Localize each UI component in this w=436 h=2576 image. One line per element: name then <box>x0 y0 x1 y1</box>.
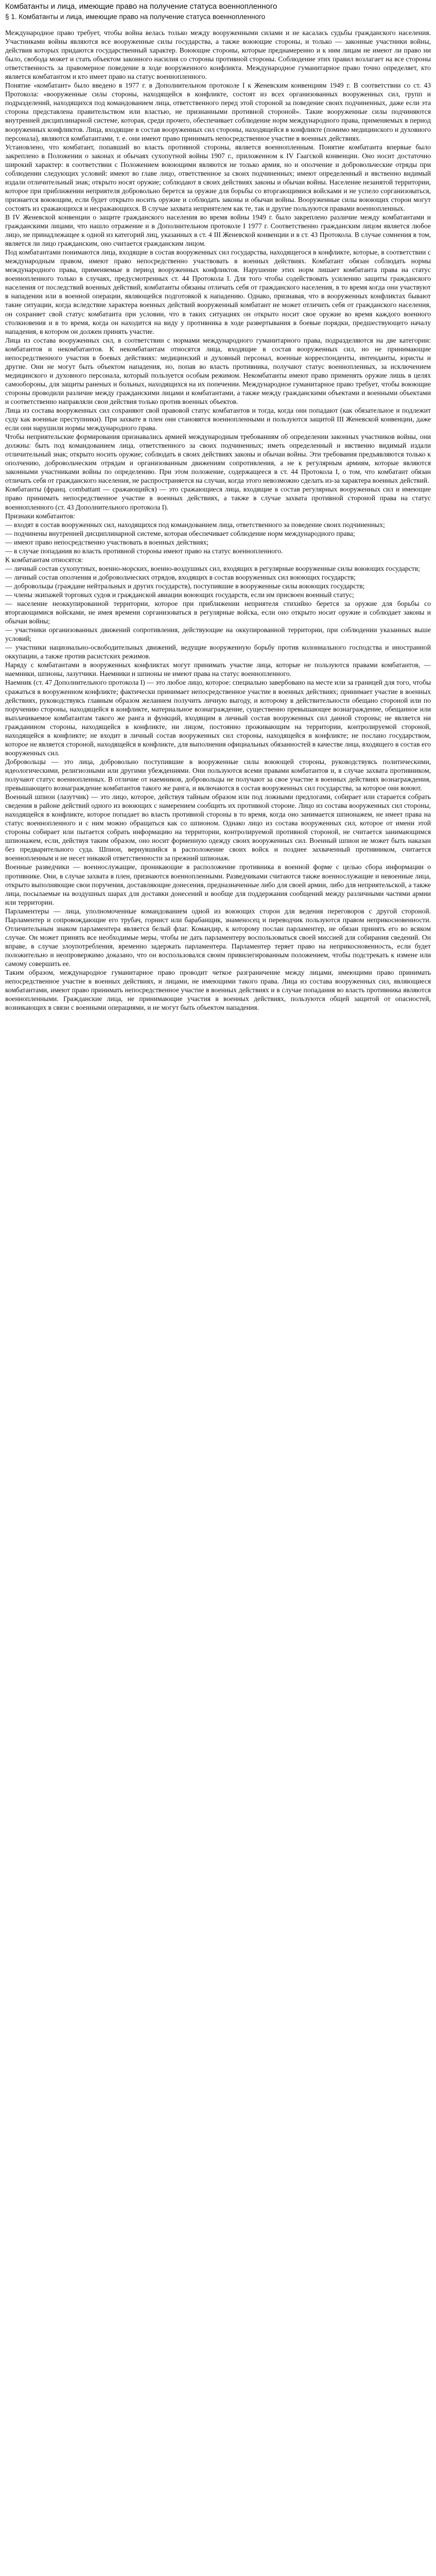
document-title: Комбатанты и лица, имеющие право на получение статуса военнопленного <box>5 2 277 11</box>
paragraph: — в случае попадания во власть противной стороны имеют право на статус военнопленного. <box>5 547 283 555</box>
paragraph: Международное право требует, чтобы война велась только между вооруженными силами и не касалась судьбы гражданского населения. Участниками войны являются все вооруженные силы государства, а также воюющие стороны, и только — законные участники войны, действия которых придаются государственный характер. Воюющие стороны, которые преднамеренно и к ним лицам не имеют ли право ни было, свобода может и стать объектом законного насилия со стороны противной стороны. Соблюдение этих правил возлагает на все стороны ответственность за правомерное поведение в ходе вооруженного конфликта. Международное гуманитарное право точно определяет, кто является комбатантом и кто имеет право на статус военнопленного. <box>5 29 431 81</box>
paragraph: — участники организованных движений сопротивления, действующие на оккупированной территории, при соблюдении указанных выше условий; <box>5 626 431 643</box>
paragraph: — участники национально-освободительных движений, ведущие вооруженную борьбу против колониального господства и иностранной оккупации, а также против расистских режимов. <box>5 643 431 660</box>
document-page <box>0 0 436 1022</box>
section-title: § 1. Комбатанты и лица, имеющие право на получение статуса военнопленного <box>5 13 266 21</box>
paragraph: — имеют право непосредственно участвовать в военных действиях; <box>5 538 209 546</box>
paragraph: — члены экипажей торговых судов и гражданской авиации воюющих государств, если им присвоен военный статус; <box>5 591 354 599</box>
paragraph: Наряду с комбатантами в вооруженных конфликтах могут принимать участие лица, которые не пользуются правами комбатантов, — наемники, шпионы, лазутчики. Наемники и шпионы не имеют права на статус военнопленного. <box>5 661 431 678</box>
paragraph: Добровольцы — это лица, добровольно поступившие в вооруженные силы воюющей стороны, руководствуясь политическими, идеологическими, религиозными или другими убеждениями. Они пользуются всеми правами комбатантов и, в случае захвата противником, получают статус военнопленных. В отличие от наемников, добровольцы не получают за свое участие в военных действиях вознаграждения, превышающего вознаграждение комбатантов такого же ранга, и включаются в состав вооруженных сил государства, за которое они воюют. <box>5 757 431 792</box>
paragraph: Таким образом, международное гуманитарное право проводит четкое разграничение между лицами, имеющими право принимать непосредственное участие в военных действиях, и лицами, не имеющими такого права. Лица из состава вооруженных сил, являющиеся комбатантами, имеют право принимать непосредственное участие в военных действиях и в случае попадания во власть противника являются военнопленными. Гражданские лица, не принимающие участия в военных действиях, пользуются общей защитой от опасностей, возникающих в связи с военными операциями, и не могут быть объектом нападения. <box>5 969 431 1012</box>
paragraph: Понятие «комбатант» было введено в 1977 г. в Дополнительном протоколе I к Женевским конвенциям 1949 г. В соответствии со ст. 43 Протокола: «вооруженные силы стороны, находящейся в конфликте, состоят из всех организованных вооруженных сил, групп и подразделений, находящихся под командованием лица, ответственного перед этой стороной за поведение своих подчиненных, даже если эта сторона представлена правительством или властью, не признанными противной стороной». Такие вооруженные силы подчиняются внутренней дисциплинарной системе, которая, среди прочего, обеспечивает соблюдение норм международного права, применяемых в период вооруженных конфликтов. Лица, входящие в состав вооруженных сил стороны, находящейся в конфликте (помимо медицинского и духовного персонала), являются комбатантами, т. е. они имеют право принимать непосредственное участие в военных действиях. <box>5 81 431 142</box>
paragraph: — население неоккупированной территории, которое при приближении неприятеля стихийно берется за оружие для борьбы со вторгающимися войсками, не имея времени сорганизоваться в регулярные войска, если оно открыто носит оружие и соблюдает законы и обычаи войны; <box>5 600 431 625</box>
paragraph: — добровольцы (граждане нейтральных и других государств), поступившие в вооруженные силы воюющих государств; <box>5 582 365 590</box>
paragraph: В IV Женевской конвенции о защите гражданского населения во время войны 1949 г. было закреплено различие между комбатантами и гражданскими лицами, что нашло отражение и в Дополнительном протоколе I 1977 г. Соответственно гражданским лицом является любое лицо, не принадлежащее к одной из категорий лиц, указанных в ст. 4 III Женевской конвенции и в ст. 43 Протокола. В случае сомнения в том, является ли лицо гражданским, оно считается гражданским лицом. <box>5 213 431 248</box>
paragraph: — подчинены внутренней дисциплинарной системе, которая обеспечивает соблюдение норм международного права; <box>5 529 355 537</box>
paragraph: Лица из состава вооруженных сил сохраняют свой правовой статус комбатантов и тогда, когда они попадают (как обязательное и подлежит суду как военные преступники). При захвате в плен они становятся военнопленными и пользуются защитой III Женевской конвенции, даже если они нарушили нормы международного права. <box>5 406 431 432</box>
paragraph: — личный состав ополчения и добровольческих отрядов, входящих в состав вооруженных сил воюющих государств; <box>5 573 356 581</box>
paragraph: К комбатантам относятся: <box>5 555 83 564</box>
document-body <box>5 28 431 1012</box>
paragraph: Наемник (ст. 47 Дополнительного протокола I) — это любое лицо, которое: специально завербовано на месте или за границей для того, чтобы сражаться в вооруженном конфликте; фактически принимает непосредственное участие в военных действиях; принимает участие в военных действиях, руководствуясь главным образом желанием получить личную выгоду, и которому в действительности обещано стороной или по поручению стороны, находящейся в конфликте, материальное вознаграждение, существенно превышающее вознаграждение, обещанное или выплачиваемое комбатантам такого же ранга и функций, входящим в личный состав вооруженных сил данной стороны; не является ни гражданином стороны, находящейся в конфликте, ни лицом, постоянно проживающим на территории, контролируемой стороной, находящейся в конфликте; не входит в личный состав вооруженных сил стороны, находящейся в конфликте; не послано государством, которое не является стороной, находящейся в конфликте, для выполнения официальных обязанностей в качестве лица, входящего в состав его вооруженных сил. <box>5 679 431 757</box>
paragraph: Лица из состава вооруженных сил, в соответствии с нормами международного гуманитарного права, подразделяются на две категории: комбатантов и некомбатантов. К некомбатантам относятся лица, входящие в состав вооруженных сил, но не принимающие непосредственного участия в боевых действиях: медицинский и духовный персонал, военные корреспонденты, интенданты, юристы и другие. Они не могут быть объектом нападения, но, попав во власть противника, получают статус военнопленных, за исключением медицинского и духовного персонала, который пользуется особым режимом. Некомбатанты имеют право применять оружие лишь в целях самообороны, для защиты раненых и больных, находящихся на их попечении. Международное гуманитарное право требует, чтобы воюющие стороны проводили различие между гражданскими лицами и комбатантами, а также между гражданскими объектами и военными объектами и соответственно направляли свои действия только против военных объектов. <box>5 336 431 405</box>
paragraph: Чтобы неприятельские формирования признавались армией международным требованиям об определении законных участников войны, они должны: быть под командованием лица, ответственного за своих подчиненных; иметь определенный и явственно видимый издали отличительный знак; открыто носить оружие; соблюдать в своих действиях законы и обычаи войны. Эти требования предъявляются только к ополчению, добровольческим отрядам и организованным движениям сопротивления, а не к регулярным армиям, которые являются законными участниками войны по определению. При этом положение, содержащееся в ст. 44 Протокола I, о том, что комбатант обязан отличать себя от гражданского населения, не распространяется на случаи, когда этого невозможно сделать из-за характера военных действий. <box>5 433 431 485</box>
paragraph: Под комбатантами понимаются лица, входящие в состав вооруженных сил государства, находящегося в конфликте, которые, в соответствии с международным правом, имеют право непосредственно участвовать в военных действиях. Комбатант обязан соблюдать нормы международного права, применяемые в период вооруженных конфликтов. Нарушение этих норм лишает комбатанта права на статус военнопленного только в случаях, предусмотренных ст. 44 Протокола I. Для того чтобы содействовать усилению защиты гражданского населения от последствий военных действий, комбатанты обязаны отличать себя от гражданского населения, в то время когда они участвуют в нападении или в военной операции, являющейся подготовкой к нападению. Однако, признавая, что в вооруженных конфликтах бывают такие ситуации, когда вследствие характера военных действий вооруженный комбатант не может отличить себя от гражданского населения, он сохраняет свой статус комбатанта при условии, что в таких ситуациях он открыто носит свое оружие во время каждого военного столкновения и в то время, когда он находится на виду у противника в ходе развертывания в боевые порядки, предшествующего началу нападения, в котором он должен принять участие. <box>5 248 431 335</box>
paragraph: Установлено, что комбатант, попавший во власть противной стороны, является военнопленным. Понятие комбатанта впервые было закреплено в Положении о законах и обычаях сухопутной войны 1907 г., приложенном к IV Гаагской конвенции. Оно носит достаточно широкий характер: в соответствии с Положением воюющими являются не только армия, но и ополчение и добровольческие отряды при соблюдении следующих условий: имеют во главе лицо, ответственное за своих подчиненных; имеют определенный и явственно видимый издали отличительный знак; открыто носят оружие; соблюдают в своих действиях законы и обычаи войны. Население незанятой территории, которое при приближении неприятеля добровольно берется за оружие для борьбы со вторгающимися войсками и не успело сорганизоваться, признается воюющим, если будет открыто носить оружие и соблюдать законы и обычаи войны. Вооруженные силы воюющих сторон могут состоять из сражающихся и несражающихся. В случае захвата неприятелем как те, так и другие пользуются правами военнопленных. <box>5 143 431 212</box>
paragraph: — личный состав сухопутных, военно-морских, военно-воздушных сил, входящих в регулярные вооруженные силы воюющих государств; <box>5 564 420 572</box>
paragraph: Признаки комбатантов: <box>5 512 75 520</box>
paragraph: — входят в состав вооруженных сил, находящихся под командованием лица, ответственного за поведение своих подчиненных; <box>5 520 385 529</box>
paragraph: Военный шпион (лазутчик) — это лицо, которое, действуя тайным образом или под ложными предлогами, собирает или старается собрать сведения в районе действий одного из воюющих с намерением сообщить их противной стороне. Лицо из состава вооруженных сил стороны, находящейся в конфликте, которое попадает во власть противной стороны в то время, когда оно занимается шпионажем, не имеет права на статус военнопленного и с ним можно обращаться как со шпионом. Однако лицо из состава вооруженных сил, которое от имени этой стороны собирает или пытается собрать информацию на территории, контролируемой противной стороной, не считается занимающимся шпионажем, если, действуя таким образом, оно носит форменную одежду своих вооруженных сил. Военный шпион не может быть наказан без предварительного суда. Шпион, вернувшийся в расположение своих войск и позднее захваченный противником, считается военнопленным и не несет никакой ответственности за прежний шпионаж. <box>5 793 431 862</box>
paragraph: Военные разведчики — военнослужащие, проникающие в расположение противника в военной форме с целью сбора информации о противнике. Они, в случае захвата в плен, признаются военнопленными. Разведчиками считаются также военнослужащие и невоенные лица, открыто выполняющие свои поручения, доставляющие донесения, предназначенные либо для своей армии, либо для неприятельской, а также лица, посылаемые на воздушных шарах для доставки донесений и вообще для поддержания сообщений между различными частями армии или территории. <box>5 863 431 906</box>
paragraph: Парламентеры — лица, уполномоченные командованием одной из воюющих сторон для ведения переговоров с другой стороной. Парламентер и сопровождающие его трубач, горнист или барабанщик, знаменосец и переводчик пользуются правом неприкосновенности. Отличительным знаком парламентера является белый флаг. Командир, к которому послан парламентер, не обязан принять его во всяком случае. Он может принять все необходимые меры, чтобы не дать парламентеру воспользоваться своей миссией для собирания сведений. Он вправе, в случае злоупотребления, временно задержать парламентера. Парламентер теряет право на неприкосновенность, если будет положительно и неопровержимо доказано, что он воспользовался своим привилегированным положением, чтобы подстрекать к измене или самому совершить ее. <box>5 907 431 968</box>
paragraph: Комбатанты (франц. combattant — сражающийся) — это сражающиеся лица, входящие в состав регулярных вооруженных сил и имеющие право принимать непосредственное участие в военных действиях, а также в случае захвата противной стороной права на статус военнопленного (ст. 43 Дополнительного протокола I). <box>5 485 431 511</box>
